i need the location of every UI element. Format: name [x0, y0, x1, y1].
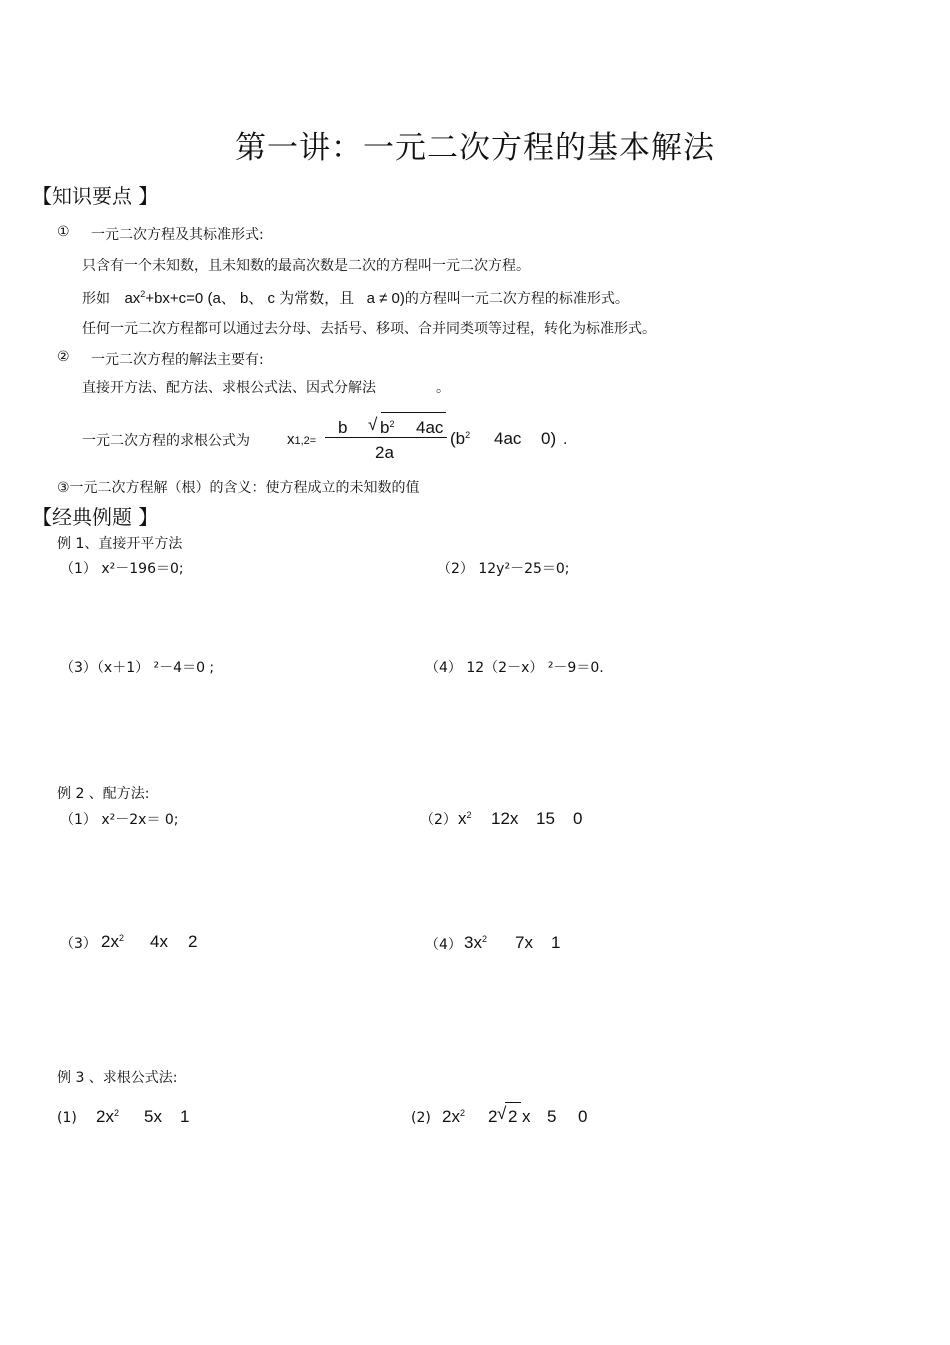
example-3-problem-2-x: x: [522, 1107, 531, 1126]
superscript: 2: [459, 1108, 465, 1118]
item1-number: ①: [57, 224, 70, 240]
example-2-problem-2-0: 0: [573, 809, 583, 828]
example-2-problem-1: （1） x²－2x＝ 0;: [60, 812, 179, 828]
sqrt-bar: [381, 412, 446, 413]
knowledge-line-3: 任何一元二次方程都可以通过去分母、去括号、移项、合并同类项等过程，转化为标准形式。: [82, 321, 656, 337]
solution-methods: 直接开方法、配方法、求根公式法、因式分解法: [82, 380, 376, 396]
formula-radicand: [380, 418, 394, 438]
cond-b: (b: [450, 429, 466, 448]
item3-root-meaning: ③一元二次方程解（根）的含义：使方程成立的未知数的值: [57, 480, 420, 496]
example-3-problem-1-1: 1: [180, 1107, 190, 1126]
knowledge-heading: 【知识要点 】: [32, 184, 159, 208]
formula-radicand-rest: 4ac: [416, 418, 444, 437]
superscript: 2: [113, 1108, 119, 1118]
formula-condition-open: [450, 429, 470, 449]
example-2-problem-4-1: 1: [551, 933, 561, 952]
example-3-label: 例 3 、求根公式法:: [57, 1070, 178, 1086]
example-3-problem-1-number: (1): [57, 1110, 77, 1126]
example-2-problem-2-number: （2）: [420, 812, 457, 828]
line2-suffix: 的方程叫一元二次方程的标准形式。: [404, 291, 629, 307]
example-1-problem-1: （1） x²－196＝0;: [60, 561, 184, 577]
formula-x-letter: x: [287, 431, 295, 448]
example-2-problem-4-number: （4）: [425, 937, 462, 953]
example-2-problem-3-4x: 4x: [150, 932, 168, 951]
methods-end-mark: 。: [436, 380, 450, 396]
term: 3x: [464, 933, 482, 952]
sqrt-symbol-icon: √: [368, 415, 378, 434]
sqrt-bar: [505, 1102, 521, 1103]
item2-number: ②: [57, 349, 70, 365]
example-3-problem-2-radicand: 2: [508, 1107, 518, 1126]
example-3-problem-1-5x: 5x: [144, 1107, 162, 1126]
radicand-b: b: [380, 418, 390, 437]
formula-condition-close: 0): [541, 429, 557, 448]
item2-title: 一元二次方程的解法主要有:: [91, 352, 264, 368]
example-3-problem-2-5: 5: [547, 1107, 557, 1126]
example-2-problem-2-12x: 12x: [491, 809, 519, 828]
example-1-label: 例 1、直接开平方法: [57, 536, 183, 552]
standard-form-formula: [124, 290, 354, 307]
example-2-problem-3-number: （3）: [60, 936, 97, 952]
formula-ax: ax: [124, 290, 141, 307]
fraction-line: [325, 437, 447, 438]
examples-heading: 【经典例题 】: [32, 505, 159, 529]
example-2-problem-2-15: 15: [536, 809, 555, 828]
example-3-problem-2-number: (2): [411, 1110, 431, 1126]
superscript: 2: [140, 289, 146, 299]
superscript: 2: [118, 933, 124, 943]
example-2-problem-3-2: 2: [188, 932, 198, 951]
superscript: 2: [465, 430, 471, 440]
example-1-problem-3: （3）（x＋1） ²－4＝0 ;: [60, 660, 215, 676]
example-2-problem-4-7x: 7x: [515, 933, 533, 952]
example-1-problem-4: （4） 12（2－x） ²－9＝0.: [425, 660, 604, 676]
formula-subscript: 1,2=: [294, 435, 317, 447]
example-2-problem-4-3x2: [464, 933, 487, 953]
formula-denominator: 2a: [375, 443, 394, 462]
sqrt-symbol-icon: √: [497, 1104, 507, 1123]
term: x: [458, 809, 467, 828]
superscript: 2: [481, 934, 487, 944]
term: 2x: [442, 1107, 460, 1126]
superscript: 2: [389, 419, 395, 429]
condition-a-nonzero: a ≠ 0): [366, 290, 405, 307]
formula-x: [287, 431, 316, 448]
line2-prefix: 形如: [82, 291, 110, 307]
formula-rest: +bx+c=0 (a、 b、 c 为常数，且: [145, 290, 355, 307]
example-3-problem-2-2x2: [442, 1107, 465, 1127]
formula-numerator-b: b: [338, 418, 348, 437]
example-3-problem-2-coef: 2: [488, 1107, 498, 1126]
example-3-problem-2-0: 0: [578, 1107, 588, 1126]
knowledge-line-2: [82, 287, 629, 308]
formula-end-mark: .: [563, 432, 568, 448]
example-3-problem-1-2x2: [96, 1107, 119, 1127]
knowledge-line-1: 只含有一个未知数，且未知数的最高次数是二次的方程叫一元二次方程。: [82, 258, 530, 274]
example-2-problem-3-2x2: [101, 932, 124, 952]
example-2-label: 例 2 、配方法:: [57, 786, 150, 802]
superscript: 2: [466, 810, 472, 820]
example-2-problem-2-x2: [458, 809, 472, 829]
example-1-problem-2: （2） 12y²－25＝0;: [437, 561, 570, 577]
item1-title: 一元二次方程及其标准形式:: [91, 227, 264, 243]
page-title: 第一讲：一元二次方程的基本解法: [235, 130, 715, 166]
term: 2x: [96, 1107, 114, 1126]
term: 2x: [101, 932, 119, 951]
formula-condition-4ac: 4ac: [494, 429, 522, 448]
formula-label: 一元二次方程的求根公式为: [82, 433, 250, 449]
